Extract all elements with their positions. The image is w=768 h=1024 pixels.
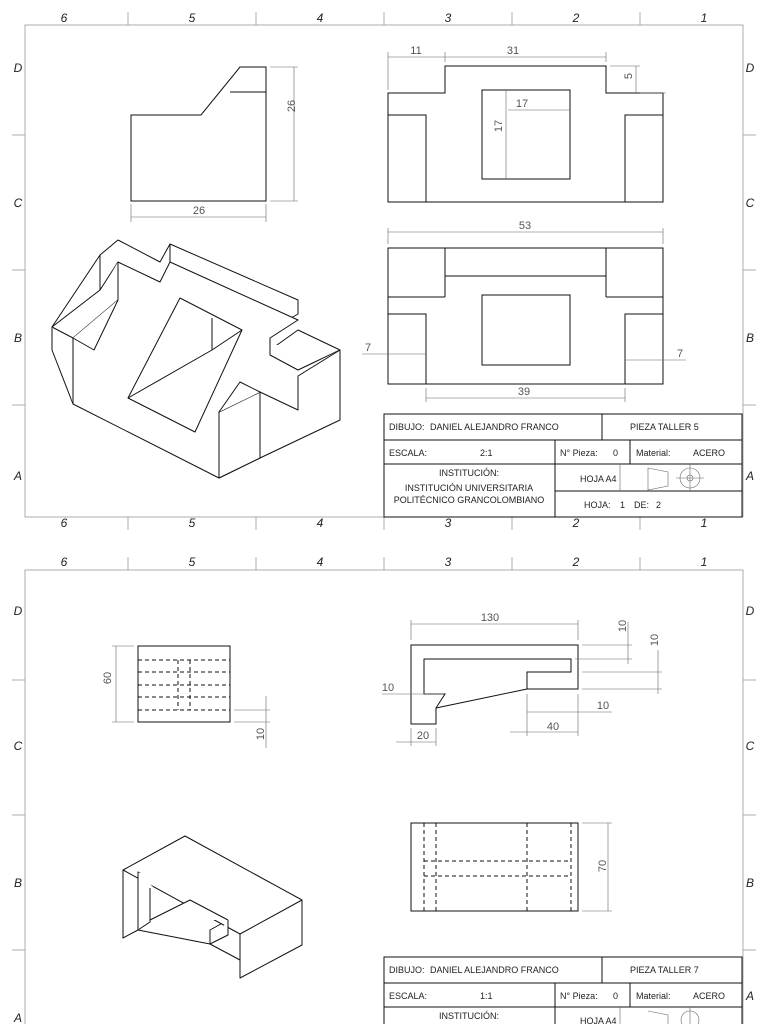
zone-col-2: 2	[572, 11, 580, 25]
s2-zone-row-a-right: A	[745, 989, 755, 1003]
s2-zone-col-6: 6	[60, 555, 68, 569]
sheet-2-left-view	[112, 646, 270, 748]
tb1-piece-label: N° Pieza:	[560, 448, 598, 458]
zone-col-1-bottom: 1	[700, 516, 708, 530]
dim-top-left: 11	[410, 45, 422, 57]
zone-col-3-bottom: 3	[444, 516, 452, 530]
zone-row-b-right: B	[745, 331, 755, 345]
tb1-part: PIEZA TALLER 5	[630, 422, 699, 432]
s2-zone-col-1: 1	[700, 555, 708, 569]
sheet-1-isometric-view	[52, 240, 340, 478]
s2-zone-col-2: 2	[572, 555, 580, 569]
dim-s2-left-lip: 10	[381, 682, 395, 694]
tb1-drawing-label: DIBUJO:	[389, 422, 425, 432]
zone-col-4: 4	[316, 11, 324, 25]
dim-side-width: 26	[192, 205, 206, 217]
dim-s2-lip-right: 10	[596, 700, 610, 712]
dim-slot-left: 7	[364, 342, 372, 354]
tb2-material-label: Material:	[636, 991, 671, 1001]
zone-col-1: 1	[700, 11, 708, 25]
zone-col-2-bottom: 2	[572, 516, 580, 530]
tb1-piece-value: 0	[613, 448, 619, 458]
tb1-sheet-size: HOJA A4	[580, 474, 617, 484]
s2-zone-col-5: 5	[188, 555, 196, 569]
dim-left-small: 10	[255, 727, 267, 741]
zone-col-6: 6	[60, 11, 68, 25]
tb2-piece-label: N° Pieza:	[560, 991, 598, 1001]
tb2-scale-value: 1:1	[480, 991, 493, 1001]
dim-s2-overall: 130	[480, 612, 500, 624]
dim-s2-lip-len: 40	[546, 721, 560, 733]
zone-row-d: D	[13, 61, 23, 75]
dim-s2-bottom-left: 20	[416, 730, 430, 742]
sheet-2-isometric-view	[123, 836, 302, 978]
dim-top-mid: 31	[506, 45, 520, 57]
sheet-2-front-view	[382, 620, 662, 746]
dim-left-height: 60	[102, 671, 114, 685]
sheet-1-side-view	[131, 67, 298, 222]
tb2-drawing-label: DIBUJO:	[389, 965, 425, 975]
s2-zone-row-c-right: C	[745, 739, 755, 753]
sheet-2-frame	[25, 570, 743, 1024]
zone-row-c: C	[13, 196, 23, 210]
tb1-inst-label: INSTITUCIÓN:	[439, 468, 499, 478]
tb1-scale-label: ESCALA:	[389, 448, 428, 458]
zone-row-b: B	[13, 331, 23, 345]
tb1-inst-line1: INSTITUCIÓN UNIVERSITARIA	[404, 483, 534, 493]
sheet-2-plan-view	[411, 823, 612, 911]
dim-s2-plan-depth: 70	[597, 859, 609, 873]
s2-zone-row-b-right: B	[745, 876, 755, 890]
tb2-material-value: ACERO	[693, 991, 726, 1001]
tb1-sheet-total: 2	[656, 500, 662, 510]
s2-zone-col-4: 4	[316, 555, 324, 569]
dim-bottom: 39	[517, 386, 531, 398]
dim-s2-top-thick: 10	[617, 619, 629, 633]
dim-side-height: 26	[286, 99, 298, 113]
tb1-inst-line2: POLITÉCNICO GRANCOLOMBIANO	[393, 495, 545, 505]
tb1-drawing-value: DANIEL ALEJANDRO FRANCO	[430, 422, 559, 432]
zone-row-c-right: C	[745, 196, 755, 210]
zone-row-a: A	[13, 469, 23, 483]
sheet-1-plan-view	[362, 228, 686, 402]
zone-col-3: 3	[444, 11, 452, 25]
tb2-sheet-size: HOJA A4	[580, 1016, 617, 1024]
tb1-material-value: ACERO	[693, 448, 726, 458]
tb1-material-label: Material:	[636, 448, 671, 458]
tb2-inst-label: INSTITUCIÓN:	[439, 1011, 499, 1021]
zone-col-5-bottom: 5	[188, 516, 196, 530]
tb1-sheet-num: 1	[620, 500, 626, 510]
tb1-scale-value: 2:1	[480, 448, 493, 458]
s2-zone-row-c: C	[13, 739, 23, 753]
zone-row-a-right: A	[745, 469, 755, 483]
zone-col-5: 5	[188, 11, 196, 25]
s2-zone-row-d-right: D	[745, 604, 755, 618]
s2-zone-col-3: 3	[444, 555, 452, 569]
tb1-sheet-label: HOJA:	[584, 500, 611, 510]
s2-zone-row-a: A	[13, 1011, 23, 1024]
zone-col-4-bottom: 4	[316, 516, 324, 530]
dim-s2-top-thick2: 10	[649, 633, 661, 647]
sheet-1	[12, 11, 756, 530]
tb2-part: PIEZA TALLER 7	[630, 965, 699, 975]
tb2-scale-label: ESCALA:	[389, 991, 428, 1001]
dim-hole-w: 17	[515, 98, 529, 110]
zone-col-6-bottom: 6	[60, 516, 68, 530]
dim-slot-right: 7	[676, 348, 684, 360]
zone-row-d-right: D	[745, 61, 755, 75]
tb2-drawing-value: DANIEL ALEJANDRO FRANCO	[430, 965, 559, 975]
s2-zone-row-d: D	[13, 604, 23, 618]
dim-top-notch: 5	[623, 72, 635, 80]
sheet-2	[12, 555, 756, 1024]
tb2-piece-value: 0	[613, 991, 619, 1001]
dim-overall: 53	[518, 220, 532, 232]
tb1-sheet-of: DE:	[634, 500, 650, 510]
dim-hole-h: 17	[493, 119, 505, 133]
s2-zone-row-b: B	[13, 876, 23, 890]
